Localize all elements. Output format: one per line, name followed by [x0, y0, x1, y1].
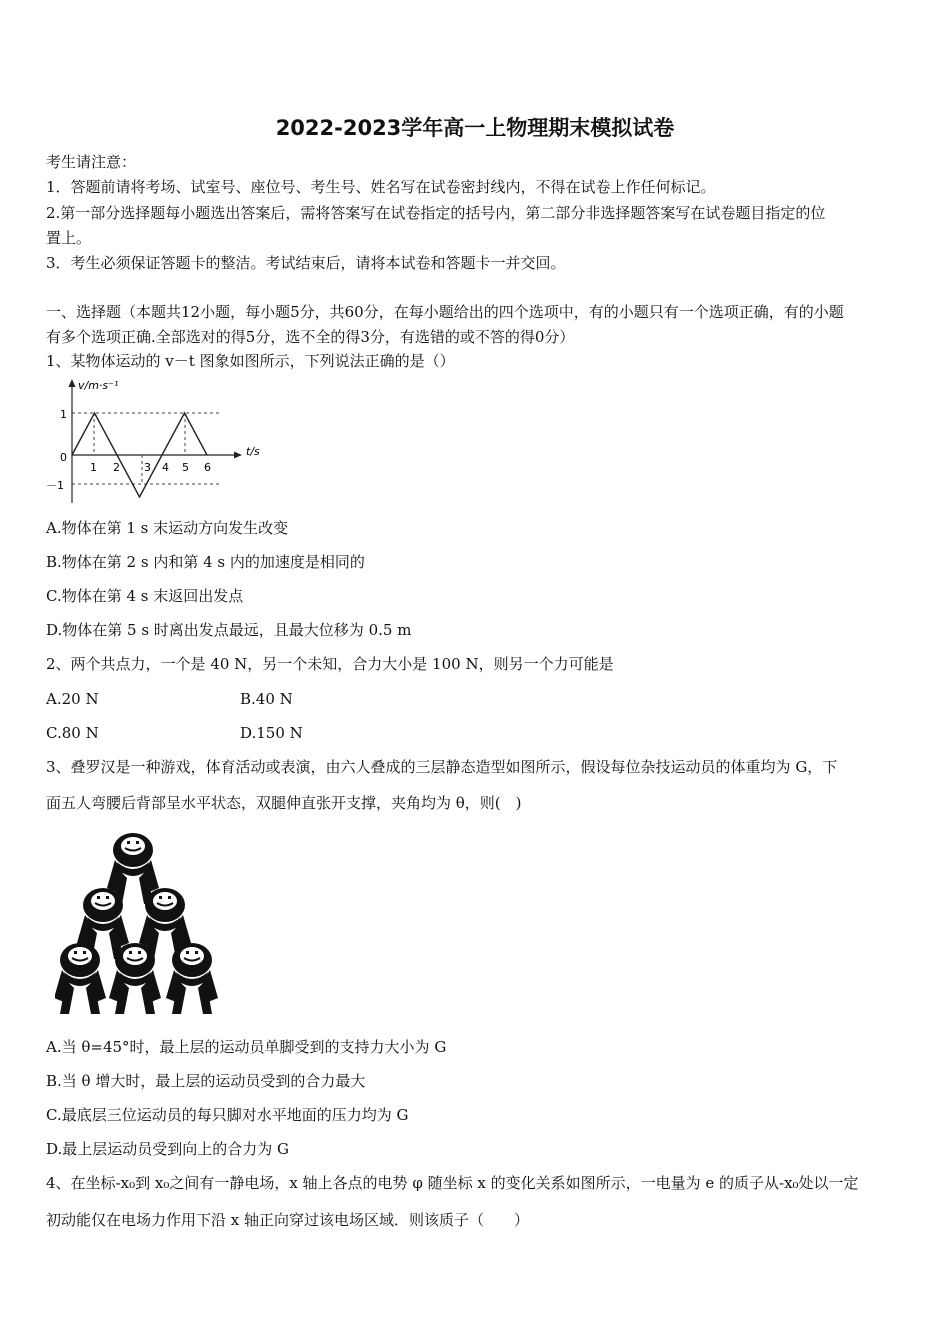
- q1-option-a: A.物体在第 1 s 末运动方向发生改变: [46, 519, 289, 537]
- x-tick-3: 3: [144, 461, 151, 474]
- q3-option-c: C.最底层三位运动员的每只脚对水平地面的压力均为 G: [46, 1106, 409, 1124]
- notice-item-2-cont: 置上。: [46, 229, 92, 247]
- question-3-stem: 3、叠罗汉是一种游戏，体育活动或表演，由六人叠成的三层静态造型如图所示，假设每位杂技运动员的体重均为 G，下: [46, 758, 838, 776]
- question-4-stem: 4、在坐标-x₀到 x₀之间有一静电场，x 轴上各点的电势 φ 随坐标 x 的变化关系如图所示，一电量为 e 的质子从-x₀处以一定: [46, 1174, 859, 1192]
- human-pyramid-illustration: [55, 828, 225, 1018]
- q2-option-a: A.20 N: [46, 690, 99, 708]
- y-tick-pos: 1: [60, 408, 67, 421]
- x-tick-5: 5: [182, 461, 189, 474]
- y-axis-arrow: [69, 379, 76, 387]
- pyramid-person-bottom-left: [55, 943, 106, 1014]
- section-heading: 一、选择题（本题共12小题，每小题5分，共60分，在每小题给出的四个选项中，有的小题只有一个选项正确，有的小题: [46, 303, 844, 321]
- q3-option-a: A.当 θ=45°时，最上层的运动员单脚受到的支持力大小为 G: [46, 1038, 447, 1056]
- q3-option-d: D.最上层运动员受到向上的合力为 G: [46, 1140, 290, 1158]
- x-tick-4: 4: [162, 461, 169, 474]
- question-2-stem: 2、两个共点力，一个是 40 N，另一个未知，合力大小是 100 N，则另一个力可能是: [46, 655, 614, 673]
- question-4-stem-cont: 初动能仅在电场力作用下沿 x 轴正向穿过该电场区域．则该质子（ ）: [46, 1211, 529, 1229]
- vt-graph: [40, 375, 280, 510]
- q1-option-d: D.物体在第 5 s 时离出发点最远，且最大位移为 0.5 m: [46, 621, 412, 639]
- x-tick-6: 6: [204, 461, 211, 474]
- y-axis-label: v/m·s⁻¹: [78, 379, 119, 392]
- q2-option-c: C.80 N: [46, 724, 99, 742]
- x-axis-arrow: [234, 452, 242, 459]
- page-title: 2022-2023学年高一上物理期末模拟试卷: [275, 116, 675, 140]
- x-tick-1: 1: [90, 461, 97, 474]
- y-tick-neg: －1: [46, 479, 64, 492]
- section-heading-cont: 有多个选项正确.全部选对的得5分，选不全的得3分，有选错的或不答的得0分）: [46, 328, 575, 346]
- question-1-stem: 1、某物体运动的 v－t 图象如图所示，下列说法正确的是（）: [46, 352, 455, 370]
- q2-option-d: D.150 N: [240, 724, 303, 742]
- origin-label: 0: [60, 451, 67, 464]
- q3-option-b: B.当 θ 增大时，最上层的运动员受到的合力最大: [46, 1072, 366, 1090]
- q1-option-c: C.物体在第 4 s 末返回出发点: [46, 587, 244, 605]
- x-tick-2: 2: [113, 461, 120, 474]
- q2-option-b: B.40 N: [240, 690, 293, 708]
- notice-item-1: 1．答题前请将考场、试室号、座位号、考生号、姓名写在试卷密封线内，不得在试卷上作任何标记。: [46, 178, 716, 196]
- x-axis-label: t/s: [246, 445, 260, 458]
- notice-item-2: 2.第一部分选择题每小题选出答案后，需将答案写在试卷指定的括号内，第二部分非选择题答案写在试卷题目指定的位: [46, 204, 826, 222]
- notice-item-3: 3．考生必须保证答题卡的整洁。考试结束后，请将本试卷和答题卡一并交回。: [46, 254, 566, 272]
- notice-heading: 考生请注意：: [46, 153, 137, 171]
- pyramid-person-bottom-center: [109, 943, 161, 1014]
- question-3-stem-cont: 面五人弯腰后背部呈水平状态，双腿伸直张开支撑，夹角均为 θ，则( ): [46, 794, 522, 812]
- pyramid-person-bottom-right: [166, 943, 218, 1014]
- q1-option-b: B.物体在第 2 s 内和第 4 s 内的加速度是相同的: [46, 553, 365, 571]
